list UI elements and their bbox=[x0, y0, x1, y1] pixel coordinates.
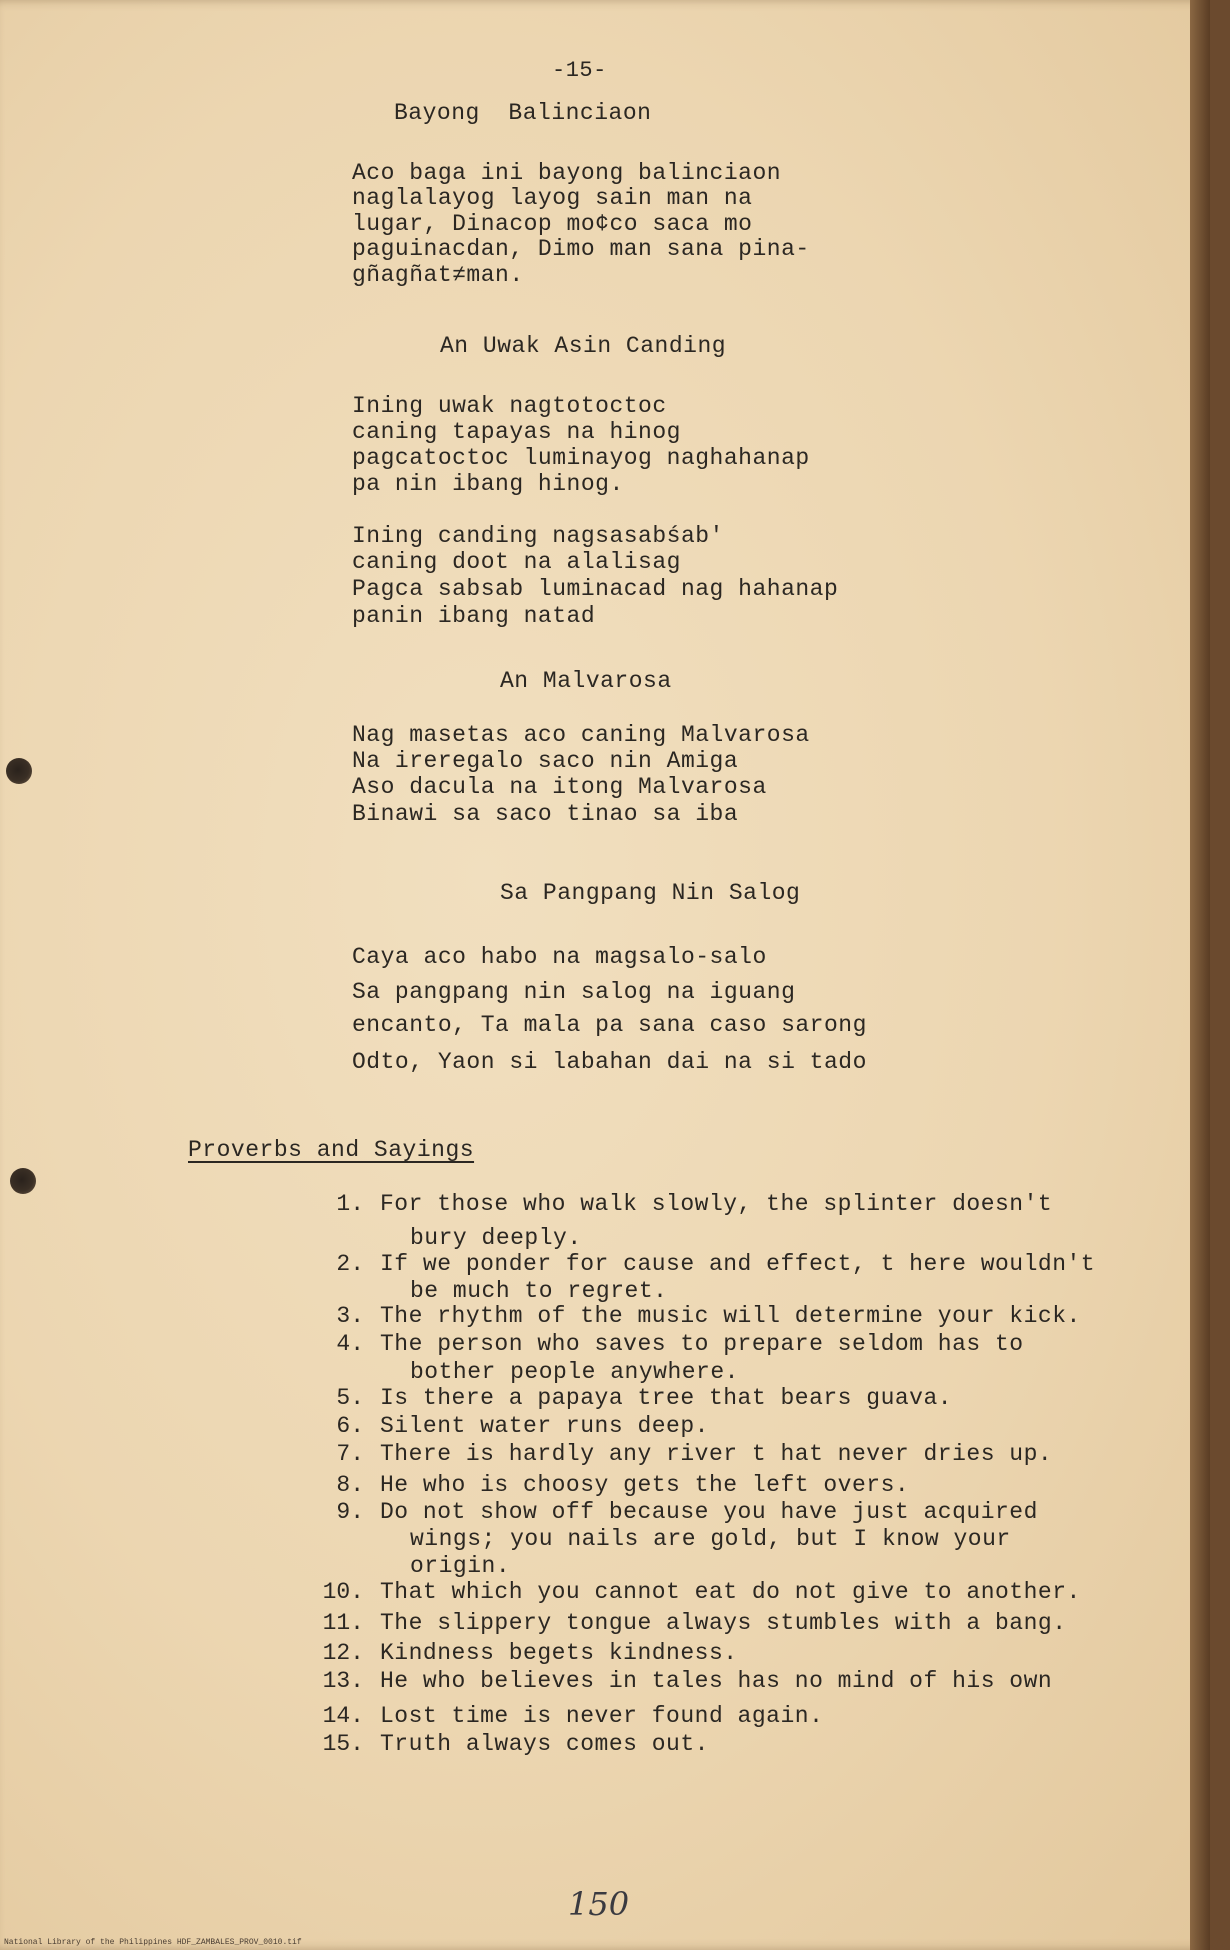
list-number: 10. bbox=[322, 1579, 364, 1605]
poem-line: paguinacdan, Dimo man sana pina- bbox=[352, 236, 810, 262]
list-item: bother people anywhere. bbox=[410, 1359, 739, 1385]
list-item: bury deeply. bbox=[410, 1225, 582, 1251]
list-number: 3. bbox=[336, 1303, 364, 1329]
poem-line: lugar, Dinacop mo¢co saca mo bbox=[352, 211, 753, 237]
list-number: 1. bbox=[336, 1191, 364, 1217]
poem-line: Odto, Yaon si labahan dai na si tado bbox=[352, 1049, 867, 1075]
list-number: 9. bbox=[336, 1499, 364, 1525]
poem-line: Aco baga ini bayong balinciaon bbox=[352, 160, 782, 186]
poem-line: Binawi sa saco tinao sa iba bbox=[352, 801, 739, 827]
poem-line: Sa pangpang nin salog na iguang bbox=[352, 979, 796, 1005]
list-item: He who believes in tales has no mind of his own bbox=[380, 1668, 1053, 1694]
poem-title: An Uwak Asin Canding bbox=[440, 333, 727, 359]
list-number: 12. bbox=[322, 1640, 364, 1666]
poem-line: Caya aco habo na magsalo-salo bbox=[352, 944, 767, 970]
handwritten-page-number: 150 bbox=[568, 1885, 630, 1923]
list-number: 14. bbox=[322, 1703, 364, 1729]
list-item: The slippery tongue always stumbles with a bang. bbox=[380, 1610, 1067, 1636]
list-number: 15. bbox=[322, 1731, 364, 1757]
list-item: That which you cannot eat do not give to another. bbox=[380, 1579, 1081, 1605]
page-edge bbox=[1190, 0, 1210, 1950]
list-item: Lost time is never found again. bbox=[380, 1703, 824, 1729]
poem-line: caning doot na alalisag bbox=[352, 549, 681, 575]
page-number: -15- bbox=[552, 58, 607, 83]
list-number: 2. bbox=[336, 1251, 364, 1277]
list-item: origin. bbox=[410, 1553, 511, 1579]
list-item: The person who saves to prepare seldom has to bbox=[380, 1331, 1024, 1357]
poem-title: Bayong Balinciaon bbox=[394, 100, 652, 126]
list-item: If we ponder for cause and effect, t here wouldn't bbox=[380, 1251, 1096, 1277]
list-item: For those who walk slowly, the splinter doesn't bbox=[380, 1191, 1053, 1217]
list-item: Kindness begets kindness. bbox=[380, 1640, 738, 1666]
list-item: There is hardly any river t hat never dries up. bbox=[380, 1441, 1053, 1467]
list-number: 7. bbox=[336, 1441, 364, 1467]
poem-line: Pagca sabsab luminacad nag hahanap bbox=[352, 576, 839, 602]
list-item: Do not show off because you have just acquired bbox=[380, 1499, 1038, 1525]
poem-line: Na ireregalo saco nin Amiga bbox=[352, 748, 739, 774]
punch-hole bbox=[6, 758, 32, 784]
poem-line: gñagñat≠man. bbox=[352, 262, 524, 288]
punch-hole bbox=[10, 1168, 36, 1194]
poem-line: Ining uwak nagtotoctoc bbox=[352, 393, 667, 419]
list-item: Is there a papaya tree that bears guava. bbox=[380, 1385, 953, 1411]
list-number: 6. bbox=[336, 1413, 364, 1439]
list-item: The rhythm of the music will determine your kick. bbox=[380, 1303, 1081, 1329]
section-heading: Proverbs and Sayings bbox=[188, 1137, 475, 1163]
poem-line: Ining canding nagsasabśab' bbox=[352, 523, 724, 549]
poem-title: An Malvarosa bbox=[500, 668, 672, 694]
list-item: Silent water runs deep. bbox=[380, 1413, 709, 1439]
list-item: He who is choosy gets the left overs. bbox=[380, 1472, 910, 1498]
list-number: 5. bbox=[336, 1385, 364, 1411]
list-item: wings; you nails are gold, but I know your bbox=[410, 1526, 1011, 1552]
poem-line: Aso dacula na itong Malvarosa bbox=[352, 774, 767, 800]
poem-line: Nag masetas aco caning Malvarosa bbox=[352, 722, 810, 748]
list-number: 13. bbox=[322, 1668, 364, 1694]
list-number: 11. bbox=[322, 1610, 364, 1636]
poem-line: encanto, Ta mala pa sana caso sarong bbox=[352, 1012, 867, 1038]
poem-line: panin ibang natad bbox=[352, 603, 596, 629]
list-number: 8. bbox=[336, 1472, 364, 1498]
poem-line: pagcatoctoc luminayog naghahanap bbox=[352, 445, 810, 471]
poem-line: pa nin ibang hinog. bbox=[352, 471, 624, 497]
list-number: 4. bbox=[336, 1331, 364, 1357]
poem-line: naglalayog layog sain man na bbox=[352, 185, 753, 211]
poem-line: caning tapayas na hinog bbox=[352, 419, 681, 445]
footer-caption: National Library of the Philippines HDF_ZAMBALES_PROV_0010.tif bbox=[4, 1938, 302, 1947]
poem-title: Sa Pangpang Nin Salog bbox=[500, 880, 801, 906]
list-item: Truth always comes out. bbox=[380, 1731, 709, 1757]
list-item: be much to regret. bbox=[410, 1278, 668, 1304]
